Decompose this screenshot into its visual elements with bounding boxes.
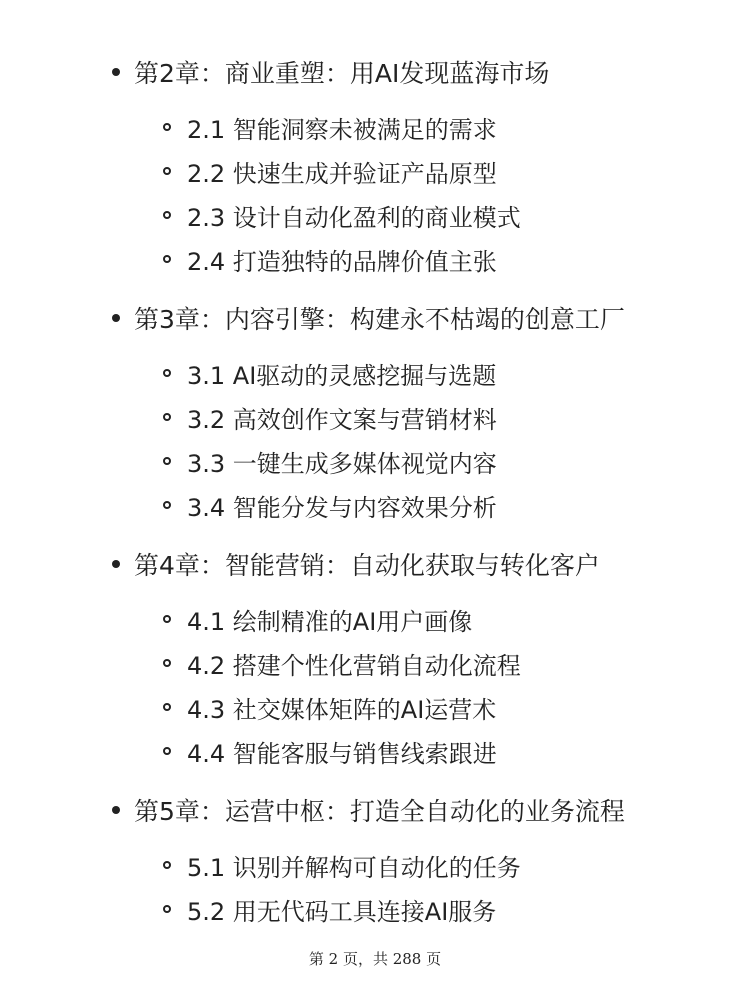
- section-2-3: [163, 195, 521, 235]
- chapter-title: 第4章：智能营销：自动化获取与转化客户: [134, 551, 600, 580]
- section-3-3: [163, 441, 497, 481]
- section-title: 3.2 高效创作文案与营销材料: [187, 405, 497, 434]
- section-title: 5.1 识别并解构可自动化的任务: [187, 853, 521, 882]
- circle-bullet-icon: [163, 413, 171, 421]
- section-4-3: [163, 687, 496, 727]
- section-3-1: [163, 353, 496, 393]
- section-4-2: [163, 643, 521, 683]
- section-title: 4.4 智能客服与销售线索跟进: [187, 739, 497, 768]
- section-2-1: [163, 107, 497, 147]
- circle-bullet-icon: [163, 123, 171, 131]
- bullet-icon: [112, 68, 120, 76]
- circle-bullet-icon: [163, 703, 171, 711]
- section-3-2: [163, 397, 497, 437]
- bullet-icon: [112, 314, 120, 322]
- chapter-3-heading: [112, 296, 625, 340]
- chapter-title: 第3章：内容引擎：构建永不枯竭的创意工厂: [134, 305, 625, 334]
- circle-bullet-icon: [163, 861, 171, 869]
- section-4-1: [163, 599, 472, 639]
- chapter-2-heading: [112, 50, 549, 94]
- section-title: 4.1 绘制精准的AI用户画像: [187, 607, 473, 636]
- section-title: 3.3 一键生成多媒体视觉内容: [187, 449, 497, 478]
- section-title: 2.2 快速生成并验证产品原型: [187, 159, 497, 188]
- section-3-4: [163, 485, 497, 525]
- chapter-title: 第2章：商业重塑：用AI发现蓝海市场: [134, 59, 550, 88]
- section-title: 2.3 设计自动化盈利的商业模式: [187, 203, 521, 232]
- section-5-1: [163, 845, 521, 885]
- page-indicator: 第 2 页，共 288 页: [308, 950, 442, 968]
- section-5-2: [163, 889, 496, 929]
- chapter-4-heading: [112, 542, 600, 586]
- section-title: 4.3 社交媒体矩阵的AI运营术: [187, 695, 497, 724]
- section-title: 5.2 用无代码工具连接AI服务: [187, 897, 497, 926]
- circle-bullet-icon: [163, 369, 171, 377]
- bullet-icon: [112, 806, 120, 814]
- circle-bullet-icon: [163, 905, 171, 913]
- circle-bullet-icon: [163, 167, 171, 175]
- section-title: 4.2 搭建个性化营销自动化流程: [187, 651, 521, 680]
- circle-bullet-icon: [163, 211, 171, 219]
- chapter-title: 第5章：运营中枢：打造全自动化的业务流程: [134, 797, 625, 826]
- section-title: 3.1 AI驱动的灵感挖掘与选题: [187, 361, 497, 390]
- section-4-4: [163, 731, 497, 771]
- circle-bullet-icon: [163, 747, 171, 755]
- section-title: 2.1 智能洞察未被满足的需求: [187, 115, 497, 144]
- circle-bullet-icon: [163, 457, 171, 465]
- section-2-4: [163, 239, 497, 279]
- section-title: 2.4 打造独特的品牌价值主张: [187, 247, 497, 276]
- section-title: 3.4 智能分发与内容效果分析: [187, 493, 497, 522]
- circle-bullet-icon: [163, 255, 171, 263]
- circle-bullet-icon: [163, 615, 171, 623]
- bullet-icon: [112, 560, 120, 568]
- circle-bullet-icon: [163, 501, 171, 509]
- section-2-2: [163, 151, 497, 191]
- chapter-5-heading: [112, 788, 625, 832]
- circle-bullet-icon: [163, 659, 171, 667]
